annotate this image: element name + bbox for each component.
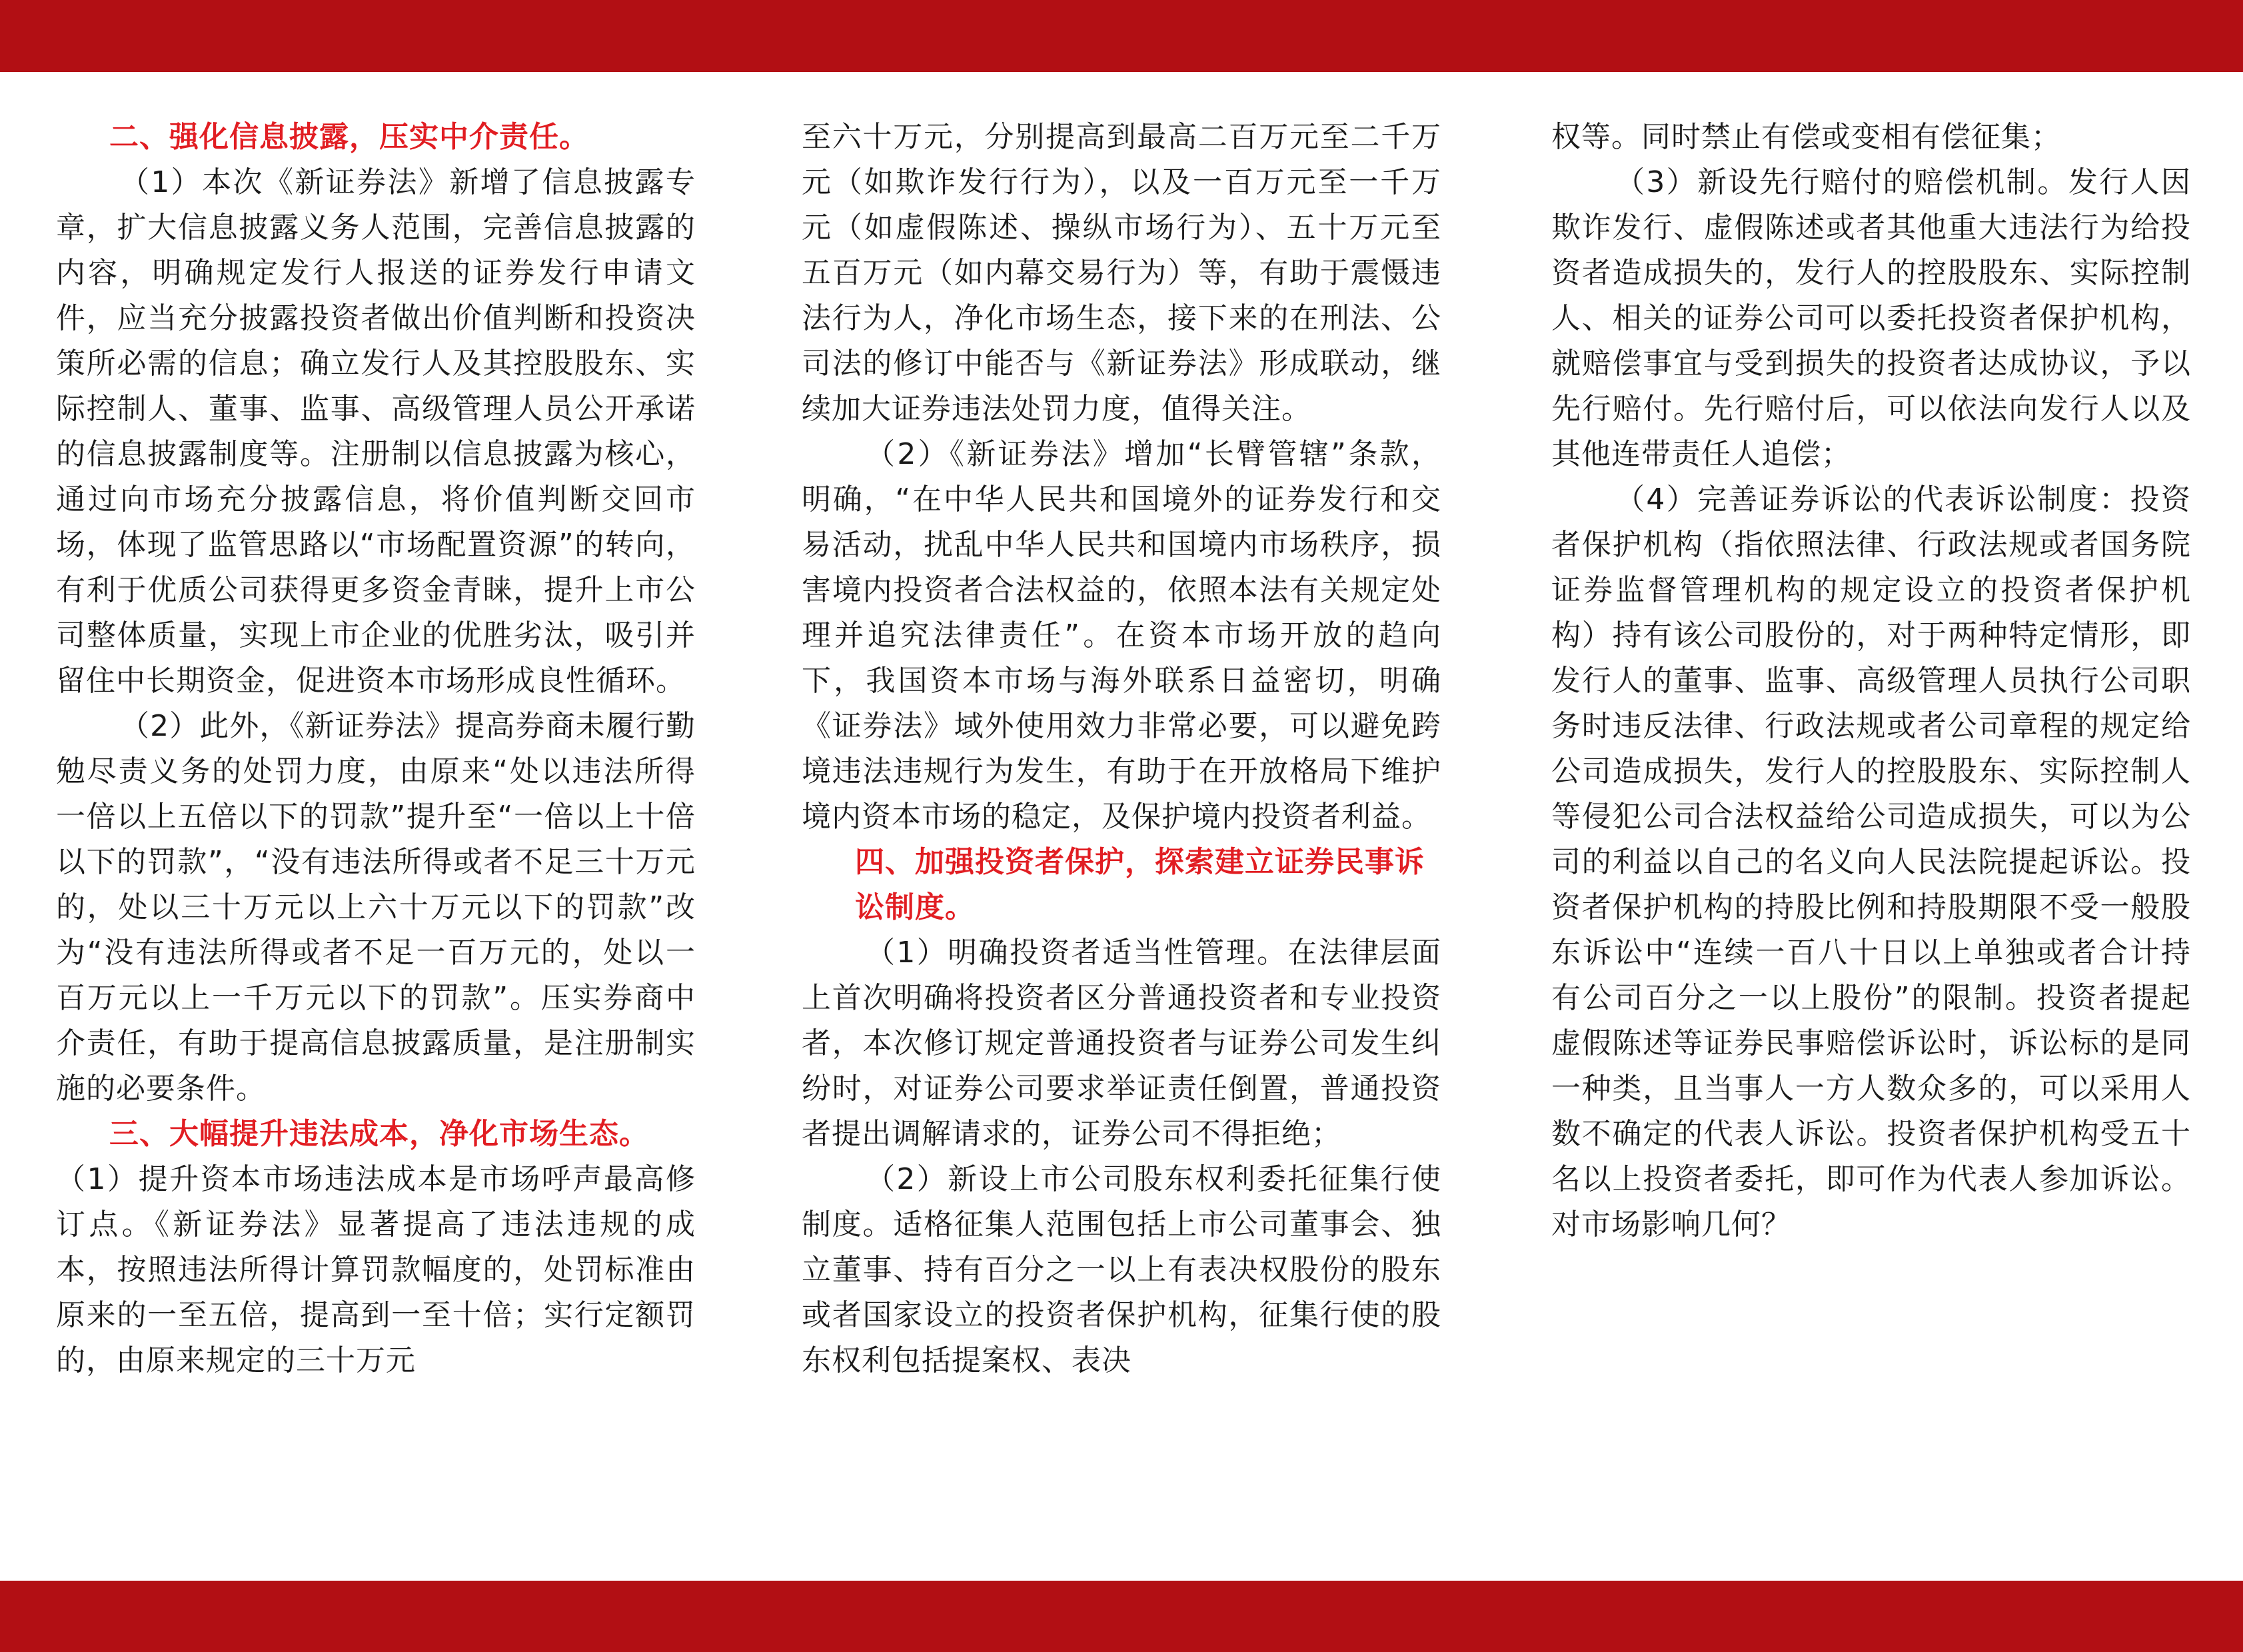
text-column-3 [1551,115,2191,1567]
paragraph: （4）完善证券诉讼的代表诉讼制度：投资者保护机构（指依照法律、行政法规或者国务院证券监督管理机构的规定设立的投资者保护机构）持有该公司股份的，对于两种特定情形，即发行人的董事、监事、高级管理人员执行公司职务时违反法律、行政法规或者公司章程的规定给公司造成损失，发行人的控股股东、实际控制人等侵犯公司合法权益给公司造成损失，可以为公司的利益以自己的名义向人民法院提起诉讼。投资者保护机构的持股比例和持股期限不受一般股东诉讼中“连续一百八十日以上单独或者合计持有公司百分之一以上股份”的限制。投资者提起虚假陈述等证券民事赔偿诉讼时，诉讼标的是同一种类，且当事人一方人数众多的，可以采用人数不确定的代表人诉讼。投资者保护机构受五十名以上投资者委托，即可作为代表人参加诉讼。对市场影响几何？ [1551,482,2191,1241]
section-heading: 三、大幅提升违法成本，净化市场生态。 [109,1117,649,1151]
top-red-band [0,0,2243,72]
text-column-2 [802,115,1441,1567]
paragraph: （2）《新证券法》增加“长臂管辖”条款，明确，“在中华人民共和国境外的证券发行和交易活动，扰乱中华人民共和国境内市场秩序，损害境内投资者合法权益的，依照本法有关规定处理并追究法律责任”。在资本市场开放的趋向下，我国资本市场与海外联系日益密切，明确《证券法》域外使用效力非常必要，可以避免跨境违法违规行为发生，有助于在开放格局下维护境内资本市场的稳定，及保护境内投资者利益。 [802,437,1441,834]
paragraph: （1）明确投资者适当性管理。在法律层面上首次明确将投资者区分普通投资者和专业投资者，本次修订规定普通投资者与证券公司发生纠纷时，对证券公司要求举证责任倒置，普通投资者提出调解请求的，证券公司不得拒绝； [802,936,1441,1151]
paragraph: （1）本次《新证券法》新增了信息披露专章，扩大信息披露义务人范围，完善信息披露的内容，明确规定发行人报送的证券发行申请文件，应当充分披露投资者做出价值判断和投资决策所必需的信息；确立发行人及其控股股东、实际控制人、董事、监事、高级管理人员公开承诺的信息披露制度等。注册制以信息披露为核心，通过向市场充分披露信息，将价值判断交回市场，体现了监管思路以“市场配置资源”的转向，有利于优质公司获得更多资金青睐，提升上市公司整体质量，实现上市企业的优胜劣汰，吸引并留住中长期资金，促进资本市场形成良性循环。 [56,165,696,698]
section-heading: 二、强化信息披露，压实中介责任。 [109,120,589,154]
paragraph: （2）此外，《新证券法》提高券商未履行勤勉尽责义务的处罚力度，由原来“处以违法所得一倍以上五倍以下的罚款”提升至“一倍以上十倍以下的罚款”，“没有违法所得或者不足三十万元的，处以三十万元以上六十万元以下的罚款”改为“没有违法所得或者不足一百万元的，处以一百万元以上一千万元以下的罚款”。压实券商中介责任，有助于提高信息披露质量，是注册制实施的必要条件。 [56,709,696,1106]
paragraph: 至六十万元，分别提高到最高二百万元至二千万元（如欺诈发行行为），以及一百万元至一千万元（如虚假陈述、操纵市场行为）、五十万元至五百万元（如内幕交易行为）等，有助于震慑违法行为人，净化市场生态，接下来的在刑法、公司法的修订中能否与《新证券法》形成联动，继续加大证券违法处罚力度，值得关注。 [802,120,1441,426]
section-heading: 四、加强投资者保护，探索建立证券民事诉讼制度。 [855,845,1425,924]
paragraph: （2）新设上市公司股东权利委托征集行使制度。适格征集人范围包括上市公司董事会、独立董事、持有百分之一以上有表决权股份的股东或者国家设立的投资者保护机构，征集行使的股东权利包括提案权、表决 [802,1162,1441,1377]
paragraph: 权等。同时禁止有偿或变相有偿征集； [1551,120,2061,154]
paragraph: （3）新设先行赔付的赔偿机制。发行人因欺诈发行、虚假陈述或者其他重大违法行为给投资者造成损失的，发行人的控股股东、实际控制人、相关的证券公司可以委托投资者保护机构，就赔偿事宜与受到损失的投资者达成协议，予以先行赔付。先行赔付后，可以依法向发行人以及其他连带责任人追偿； [1551,165,2191,471]
bottom-red-band [0,1581,2243,1652]
text-column-1 [56,115,696,1567]
paragraph: （1）提升资本市场违法成本是市场呼声最高修订点。《新证券法》显著提高了违法违规的成本，按照违法所得计算罚款幅度的，处罚标准由原来的一至五倍，提高到一至十倍；实行定额罚的，由原来规定的三十万元 [56,1162,696,1377]
